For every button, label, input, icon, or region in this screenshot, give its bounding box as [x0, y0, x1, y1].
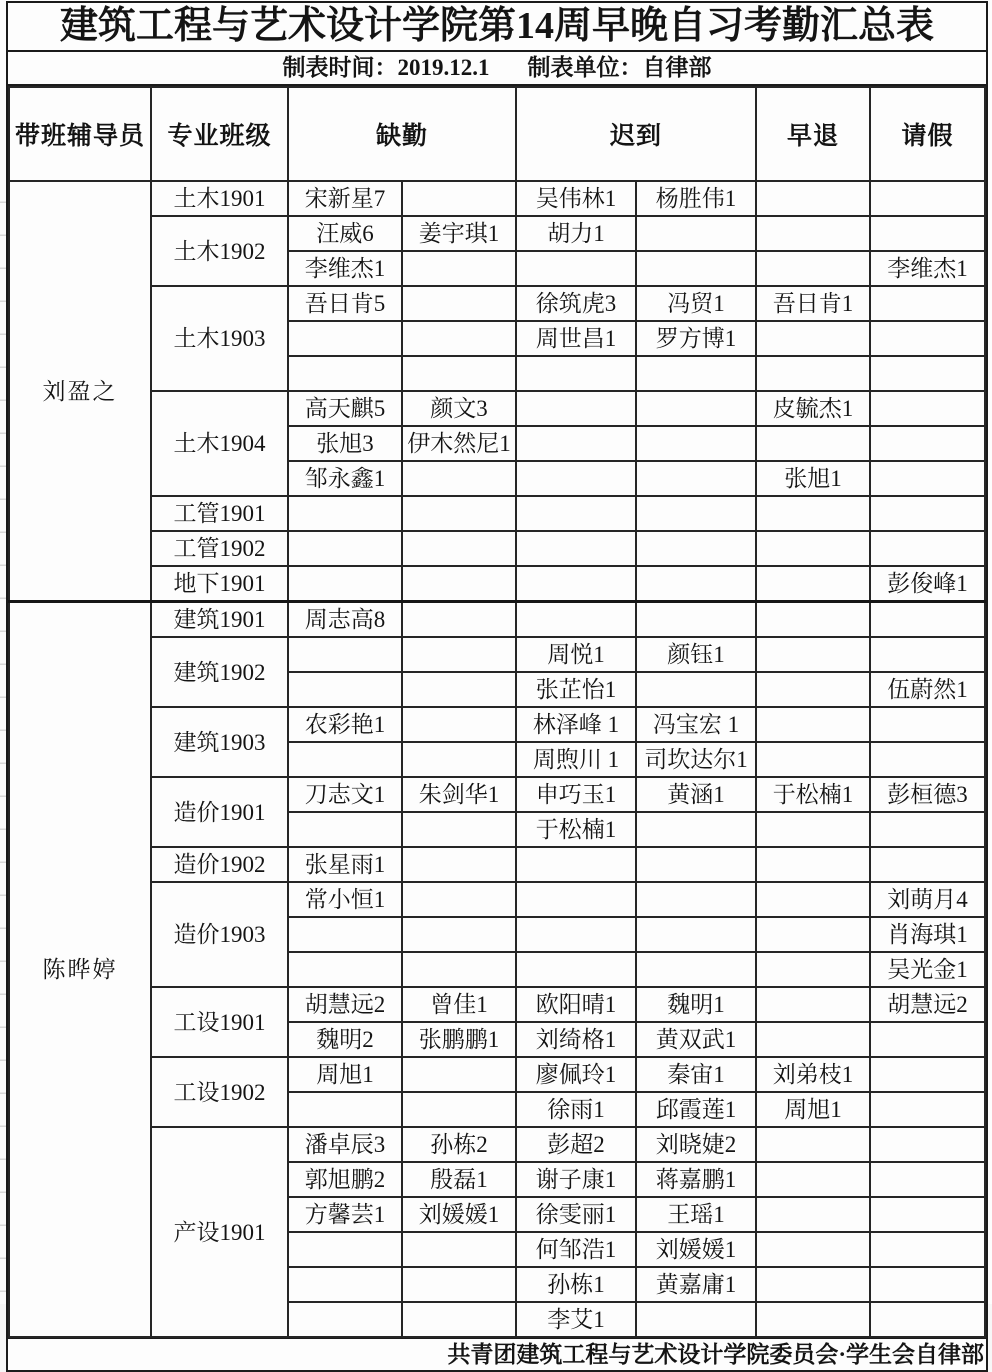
late-cell-2: 邱霞莲1 [636, 1092, 756, 1127]
late-cell-2: 罗方博1 [636, 321, 756, 356]
late-cell-2 [636, 812, 756, 847]
late-cell-2: 冯贸1 [636, 286, 756, 321]
late-cell-2 [636, 672, 756, 707]
absent-cell-1 [288, 1232, 402, 1267]
late-cell-2 [636, 847, 756, 882]
table-row [9, 1127, 985, 1162]
absent-cell-1 [288, 1267, 402, 1302]
late-cell-2: 刘媛媛1 [636, 1232, 756, 1267]
late-cell-1: 廖佩玲1 [516, 1057, 636, 1092]
leave-cell: 胡慧远2 [870, 987, 985, 1022]
late-cell-2 [636, 426, 756, 461]
absent-cell-2 [402, 566, 516, 602]
absent-cell-2: 孙栋2 [402, 1127, 516, 1162]
absent-cell-1: 魏明2 [288, 1022, 402, 1057]
absent-cell-1: 吾日肯5 [288, 286, 402, 321]
early-leave-cell [756, 426, 870, 461]
header-counselor: 带班辅导员 [9, 87, 151, 181]
leave-cell [870, 812, 985, 847]
absent-cell-2: 伊木然尼1 [402, 426, 516, 461]
absent-cell-1 [288, 321, 402, 356]
early-leave-cell: 张旭1 [756, 461, 870, 496]
early-leave-cell [756, 1022, 870, 1057]
absent-cell-2: 殷磊1 [402, 1162, 516, 1197]
leave-cell [870, 1232, 985, 1267]
class-cell: 工设1901 [151, 987, 288, 1057]
early-leave-cell: 皮毓杰1 [756, 391, 870, 426]
absent-cell-1 [288, 356, 402, 391]
meta-time-label: 制表时间： [282, 55, 398, 80]
late-cell-2: 秦宙1 [636, 1057, 756, 1092]
early-leave-cell [756, 1302, 870, 1337]
late-cell-1: 徐雨1 [516, 1092, 636, 1127]
absent-cell-2 [402, 1232, 516, 1267]
leave-cell: 彭桓德3 [870, 777, 985, 812]
absent-cell-2 [402, 917, 516, 952]
leave-cell [870, 1092, 985, 1127]
leave-cell [870, 531, 985, 566]
absent-cell-1 [288, 812, 402, 847]
leave-cell: 刘萌月4 [870, 882, 985, 917]
leave-cell [870, 1022, 985, 1057]
absent-cell-2 [402, 496, 516, 531]
late-cell-1 [516, 531, 636, 566]
class-cell: 产设1901 [151, 1127, 288, 1337]
table-row [9, 391, 985, 426]
leave-cell [870, 1197, 985, 1232]
page-title: 建筑工程与艺术设计学院第14周早晚自习考勤汇总表 [8, 3, 986, 52]
late-cell-2 [636, 566, 756, 602]
class-cell: 工管1901 [151, 496, 288, 531]
table-row [9, 707, 985, 742]
absent-cell-1 [288, 531, 402, 566]
late-cell-2: 黄嘉庸1 [636, 1267, 756, 1302]
header-absent: 缺勤 [288, 87, 516, 181]
leave-cell [870, 1127, 985, 1162]
late-cell-1: 周煦川 1 [516, 742, 636, 777]
leave-cell [870, 847, 985, 882]
leave-cell [870, 602, 985, 638]
table-row [9, 181, 985, 216]
table-row [9, 216, 985, 251]
late-cell-1: 刘绮格1 [516, 1022, 636, 1057]
late-cell-1: 欧阳晴1 [516, 987, 636, 1022]
early-leave-cell [756, 742, 870, 777]
early-leave-cell: 周旭1 [756, 1092, 870, 1127]
late-cell-1: 周世昌1 [516, 321, 636, 356]
late-cell-2: 杨胜伟1 [636, 181, 756, 216]
leave-cell [870, 216, 985, 251]
class-cell: 造价1903 [151, 882, 288, 987]
table-row [9, 882, 985, 917]
class-cell: 土木1901 [151, 181, 288, 216]
absent-cell-2 [402, 251, 516, 286]
late-cell-1: 孙栋1 [516, 1267, 636, 1302]
late-cell-2: 王瑶1 [636, 1197, 756, 1232]
late-cell-2 [636, 461, 756, 496]
meta-unit-value: 自律部 [642, 55, 712, 80]
early-leave-cell [756, 1127, 870, 1162]
absent-cell-1 [288, 1092, 402, 1127]
absent-cell-2 [402, 707, 516, 742]
leave-cell [870, 1057, 985, 1092]
late-cell-1: 徐筑虎3 [516, 286, 636, 321]
late-cell-2 [636, 531, 756, 566]
table-row [9, 847, 985, 882]
class-cell: 土木1903 [151, 286, 288, 391]
late-cell-1 [516, 461, 636, 496]
absent-cell-2 [402, 461, 516, 496]
absent-cell-2: 姜宇琪1 [402, 216, 516, 251]
late-cell-1: 彭超2 [516, 1127, 636, 1162]
late-cell-2: 冯宝宏 1 [636, 707, 756, 742]
table-row [9, 987, 985, 1022]
header-class: 专业班级 [151, 87, 288, 181]
late-cell-1: 张芷怡1 [516, 672, 636, 707]
early-leave-cell [756, 531, 870, 566]
meta-unit-label: 制表单位： [527, 55, 643, 80]
class-cell: 造价1902 [151, 847, 288, 882]
leave-cell [870, 286, 985, 321]
late-cell-1: 胡力1 [516, 216, 636, 251]
late-cell-1: 谢子康1 [516, 1162, 636, 1197]
leave-cell [870, 707, 985, 742]
leave-cell [870, 637, 985, 672]
late-cell-2 [636, 496, 756, 531]
class-cell: 工设1902 [151, 1057, 288, 1127]
absent-cell-1: 张旭3 [288, 426, 402, 461]
absent-cell-1: 方馨芸1 [288, 1197, 402, 1232]
absent-cell-1: 汪威6 [288, 216, 402, 251]
late-cell-2 [636, 216, 756, 251]
header-row [9, 87, 985, 181]
absent-cell-2 [402, 356, 516, 391]
leave-cell: 彭俊峰1 [870, 566, 985, 602]
attendance-sheet [6, 1, 988, 1372]
class-cell: 土木1902 [151, 216, 288, 286]
absent-cell-2 [402, 672, 516, 707]
absent-cell-1 [288, 742, 402, 777]
late-cell-2: 黄双武1 [636, 1022, 756, 1057]
absent-cell-1 [288, 672, 402, 707]
absent-cell-2: 曾佳1 [402, 987, 516, 1022]
early-leave-cell [756, 637, 870, 672]
absent-cell-1: 郭旭鹏2 [288, 1162, 402, 1197]
early-leave-cell [756, 251, 870, 286]
late-cell-1 [516, 602, 636, 638]
header-leave: 请假 [870, 87, 985, 181]
early-leave-cell [756, 987, 870, 1022]
late-cell-2: 黄涵1 [636, 777, 756, 812]
early-leave-cell [756, 672, 870, 707]
leave-cell [870, 496, 985, 531]
class-cell: 建筑1903 [151, 707, 288, 777]
attendance-table-body [9, 181, 985, 1337]
absent-cell-1: 潘卓辰3 [288, 1127, 402, 1162]
late-cell-1: 周悦1 [516, 637, 636, 672]
class-cell: 地下1901 [151, 566, 288, 602]
late-cell-1 [516, 251, 636, 286]
header-early-leave: 早退 [756, 87, 870, 181]
table-row [9, 637, 985, 672]
absent-cell-1: 常小恒1 [288, 882, 402, 917]
late-cell-2 [636, 391, 756, 426]
leave-cell: 李维杰1 [870, 251, 985, 286]
early-leave-cell [756, 1267, 870, 1302]
late-cell-1: 于松楠1 [516, 812, 636, 847]
early-leave-cell: 吾日肯1 [756, 286, 870, 321]
early-leave-cell [756, 952, 870, 987]
late-cell-1 [516, 496, 636, 531]
table-row [9, 496, 985, 531]
leave-cell [870, 1267, 985, 1302]
absent-cell-1: 高天麒5 [288, 391, 402, 426]
leave-cell [870, 356, 985, 391]
leave-cell [870, 461, 985, 496]
early-leave-cell [756, 917, 870, 952]
table-row [9, 566, 985, 602]
absent-cell-1 [288, 637, 402, 672]
absent-cell-2 [402, 1267, 516, 1302]
late-cell-1 [516, 391, 636, 426]
early-leave-cell [756, 812, 870, 847]
table-row [9, 286, 985, 321]
early-leave-cell [756, 566, 870, 602]
early-leave-cell [756, 181, 870, 216]
absent-cell-2: 张鹏鹏1 [402, 1022, 516, 1057]
late-cell-2 [636, 356, 756, 391]
absent-cell-2 [402, 602, 516, 638]
absent-cell-2 [402, 812, 516, 847]
absent-cell-1: 邹永鑫1 [288, 461, 402, 496]
leave-cell [870, 1162, 985, 1197]
absent-cell-1 [288, 566, 402, 602]
late-cell-2 [636, 952, 756, 987]
class-cell: 工管1902 [151, 531, 288, 566]
absent-cell-2 [402, 1302, 516, 1337]
absent-cell-1 [288, 917, 402, 952]
attendance-table [8, 86, 986, 1338]
table-row [9, 531, 985, 566]
early-leave-cell [756, 707, 870, 742]
class-cell: 建筑1902 [151, 637, 288, 707]
absent-cell-1: 张星雨1 [288, 847, 402, 882]
early-leave-cell [756, 847, 870, 882]
leave-cell [870, 181, 985, 216]
early-leave-cell [756, 602, 870, 638]
absent-cell-2 [402, 1092, 516, 1127]
early-leave-cell [756, 356, 870, 391]
late-cell-1: 李艾1 [516, 1302, 636, 1337]
late-cell-2 [636, 917, 756, 952]
absent-cell-1 [288, 496, 402, 531]
late-cell-2: 魏明1 [636, 987, 756, 1022]
absent-cell-1: 周旭1 [288, 1057, 402, 1092]
table-row [9, 1057, 985, 1092]
absent-cell-1: 农彩艳1 [288, 707, 402, 742]
early-leave-cell [756, 1232, 870, 1267]
late-cell-2 [636, 1302, 756, 1337]
absent-cell-1: 胡慧远2 [288, 987, 402, 1022]
late-cell-2 [636, 602, 756, 638]
late-cell-1: 林泽峰 1 [516, 707, 636, 742]
leave-cell: 伍蔚然1 [870, 672, 985, 707]
class-cell: 造价1901 [151, 777, 288, 847]
early-leave-cell [756, 496, 870, 531]
counselor-cell: 陈晔婷 [9, 602, 151, 1338]
late-cell-2 [636, 882, 756, 917]
absent-cell-2: 颜文3 [402, 391, 516, 426]
early-leave-cell [756, 1197, 870, 1232]
leave-cell [870, 1302, 985, 1337]
absent-cell-2 [402, 637, 516, 672]
leave-cell: 肖海琪1 [870, 917, 985, 952]
absent-cell-1 [288, 1302, 402, 1337]
class-cell: 土木1904 [151, 391, 288, 496]
sheet-meta-row [8, 52, 986, 86]
late-cell-1 [516, 566, 636, 602]
late-cell-2: 颜钰1 [636, 637, 756, 672]
absent-cell-2 [402, 181, 516, 216]
absent-cell-1: 宋新星7 [288, 181, 402, 216]
absent-cell-2 [402, 1057, 516, 1092]
absent-cell-2: 刘媛媛1 [402, 1197, 516, 1232]
sheet-footer: 共青团建筑工程与艺术设计学院委员会·学生会自律部 [8, 1338, 986, 1370]
late-cell-1: 徐雯丽1 [516, 1197, 636, 1232]
absent-cell-2 [402, 321, 516, 356]
class-cell: 建筑1901 [151, 602, 288, 638]
absent-cell-2 [402, 531, 516, 566]
late-cell-1 [516, 426, 636, 461]
late-cell-1: 申巧玉1 [516, 777, 636, 812]
late-cell-2: 蒋嘉鹏1 [636, 1162, 756, 1197]
absent-cell-2 [402, 286, 516, 321]
absent-cell-2 [402, 847, 516, 882]
early-leave-cell: 于松楠1 [756, 777, 870, 812]
absent-cell-1: 李维杰1 [288, 251, 402, 286]
table-row [9, 777, 985, 812]
absent-cell-1 [288, 952, 402, 987]
leave-cell [870, 321, 985, 356]
late-cell-2: 司坎达尔1 [636, 742, 756, 777]
counselor-cell: 刘盈之 [9, 181, 151, 602]
absent-cell-2 [402, 882, 516, 917]
late-cell-1 [516, 952, 636, 987]
early-leave-cell [756, 882, 870, 917]
absent-cell-2: 朱剑华1 [402, 777, 516, 812]
early-leave-cell [756, 321, 870, 356]
late-cell-1: 吴伟林1 [516, 181, 636, 216]
absent-cell-1: 刀志文1 [288, 777, 402, 812]
absent-cell-1: 周志高8 [288, 602, 402, 638]
late-cell-2: 刘晓婕2 [636, 1127, 756, 1162]
table-row [9, 602, 985, 638]
late-cell-2 [636, 251, 756, 286]
late-cell-1 [516, 847, 636, 882]
early-leave-cell: 刘弟枝1 [756, 1057, 870, 1092]
late-cell-1: 何邹浩1 [516, 1232, 636, 1267]
late-cell-1 [516, 356, 636, 391]
leave-cell [870, 426, 985, 461]
meta-time-value: 2019.12.1 [397, 55, 490, 80]
early-leave-cell [756, 1162, 870, 1197]
absent-cell-2 [402, 952, 516, 987]
header-late: 迟到 [516, 87, 756, 181]
absent-cell-2 [402, 742, 516, 777]
late-cell-1 [516, 917, 636, 952]
leave-cell [870, 742, 985, 777]
leave-cell: 吴光金1 [870, 952, 985, 987]
leave-cell [870, 391, 985, 426]
early-leave-cell [756, 216, 870, 251]
late-cell-1 [516, 882, 636, 917]
